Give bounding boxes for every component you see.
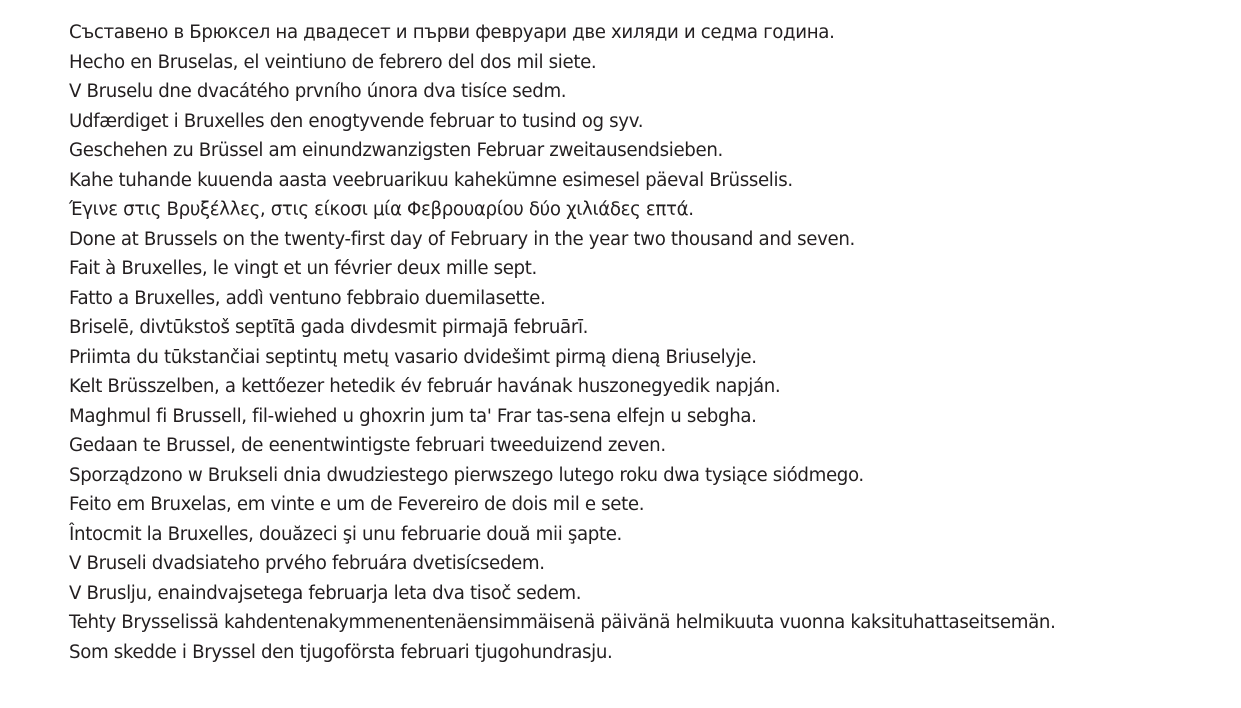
clause-line-et: Kahe tuhande kuuenda aasta veebruarikuu kahekümne esimesel päeval Brüsselis. xyxy=(69,169,793,191)
clause-line-bg: Съставено в Брюксел на двадесет и първи февруари две хиляди и седма година. xyxy=(69,22,835,43)
clause-line-mt: Maghmul fi Brussell, fil-wiehed u ghoxrin jum ta' Frar tas-sena elfejn u sebgha. xyxy=(69,405,757,427)
clause-line-sl: V Bruslju, enaindvajsetega februarja leta dva tisoč sedem. xyxy=(69,582,582,604)
clause-line-ro: Întocmit la Bruxelles, douăzeci şi unu februarie două mii şapte. xyxy=(69,523,622,545)
clause-line-cs: V Bruselu dne dvacátého prvního února dva tisíce sedm. xyxy=(69,81,567,102)
clause-line-el: Έγινε στις Βρυξέλλες, στις είκοσι μία Φεβρουαρίου δύο χιλιάδες επτά. xyxy=(69,199,694,220)
clause-line-pt: Feito em Bruxelas, em vinte e um de Fevereiro de dois mil e sete. xyxy=(69,494,645,515)
clause-line-fi: Tehty Brysselissä kahdentenakymmenentenäensimmäisenä päivänä helmikuuta vuonna kaksituhattaseitsemän. xyxy=(69,612,1056,633)
clause-line-fr: Fait à Bruxelles, le vingt et un février deux mille sept. xyxy=(69,258,537,279)
clause-line-hu: Kelt Brüsszelben, a kettőezer hetedik év február havának huszonegyedik napján. xyxy=(69,376,781,397)
multilingual-signature-clause xyxy=(69,18,1234,667)
clause-line-lv: Briselē, divtūkstoš septītā gada divdesmit pirmajā februārī. xyxy=(69,317,589,338)
clause-line-da: Udfærdiget i Bruxelles den enogtyvende februar to tusind og syv. xyxy=(69,110,644,132)
clause-line-en: Done at Brussels on the twenty-first day of February in the year two thousand and seven. xyxy=(69,228,855,250)
clause-line-es: Hecho en Bruselas, el veintiuno de febrero del dos mil siete. xyxy=(69,51,597,73)
clause-line-nl: Gedaan te Brussel, de eenentwintigste februari tweeduizend zeven. xyxy=(69,435,666,456)
clause-line-de: Geschehen zu Brüssel am einundzwanzigsten Februar zweitausendsieben. xyxy=(69,140,723,161)
clause-line-it: Fatto a Bruxelles, addì ventuno febbraio duemilasette. xyxy=(69,287,546,309)
clause-line-sk: V Bruseli dvadsiateho prvého februára dvetisícsedem. xyxy=(69,553,545,574)
clause-line-pl: Sporządzono w Brukseli dnia dwudziestego pierwszego lutego roku dwa tysiące siódmego. xyxy=(69,464,864,486)
clause-line-lt: Priimta du tūkstančiai septintų metų vasario dvidešimt pirmą dieną Briuselyje. xyxy=(69,346,757,368)
clause-line-sv: Som skedde i Bryssel den tjugoförsta februari tjugohundrasju. xyxy=(69,641,613,663)
